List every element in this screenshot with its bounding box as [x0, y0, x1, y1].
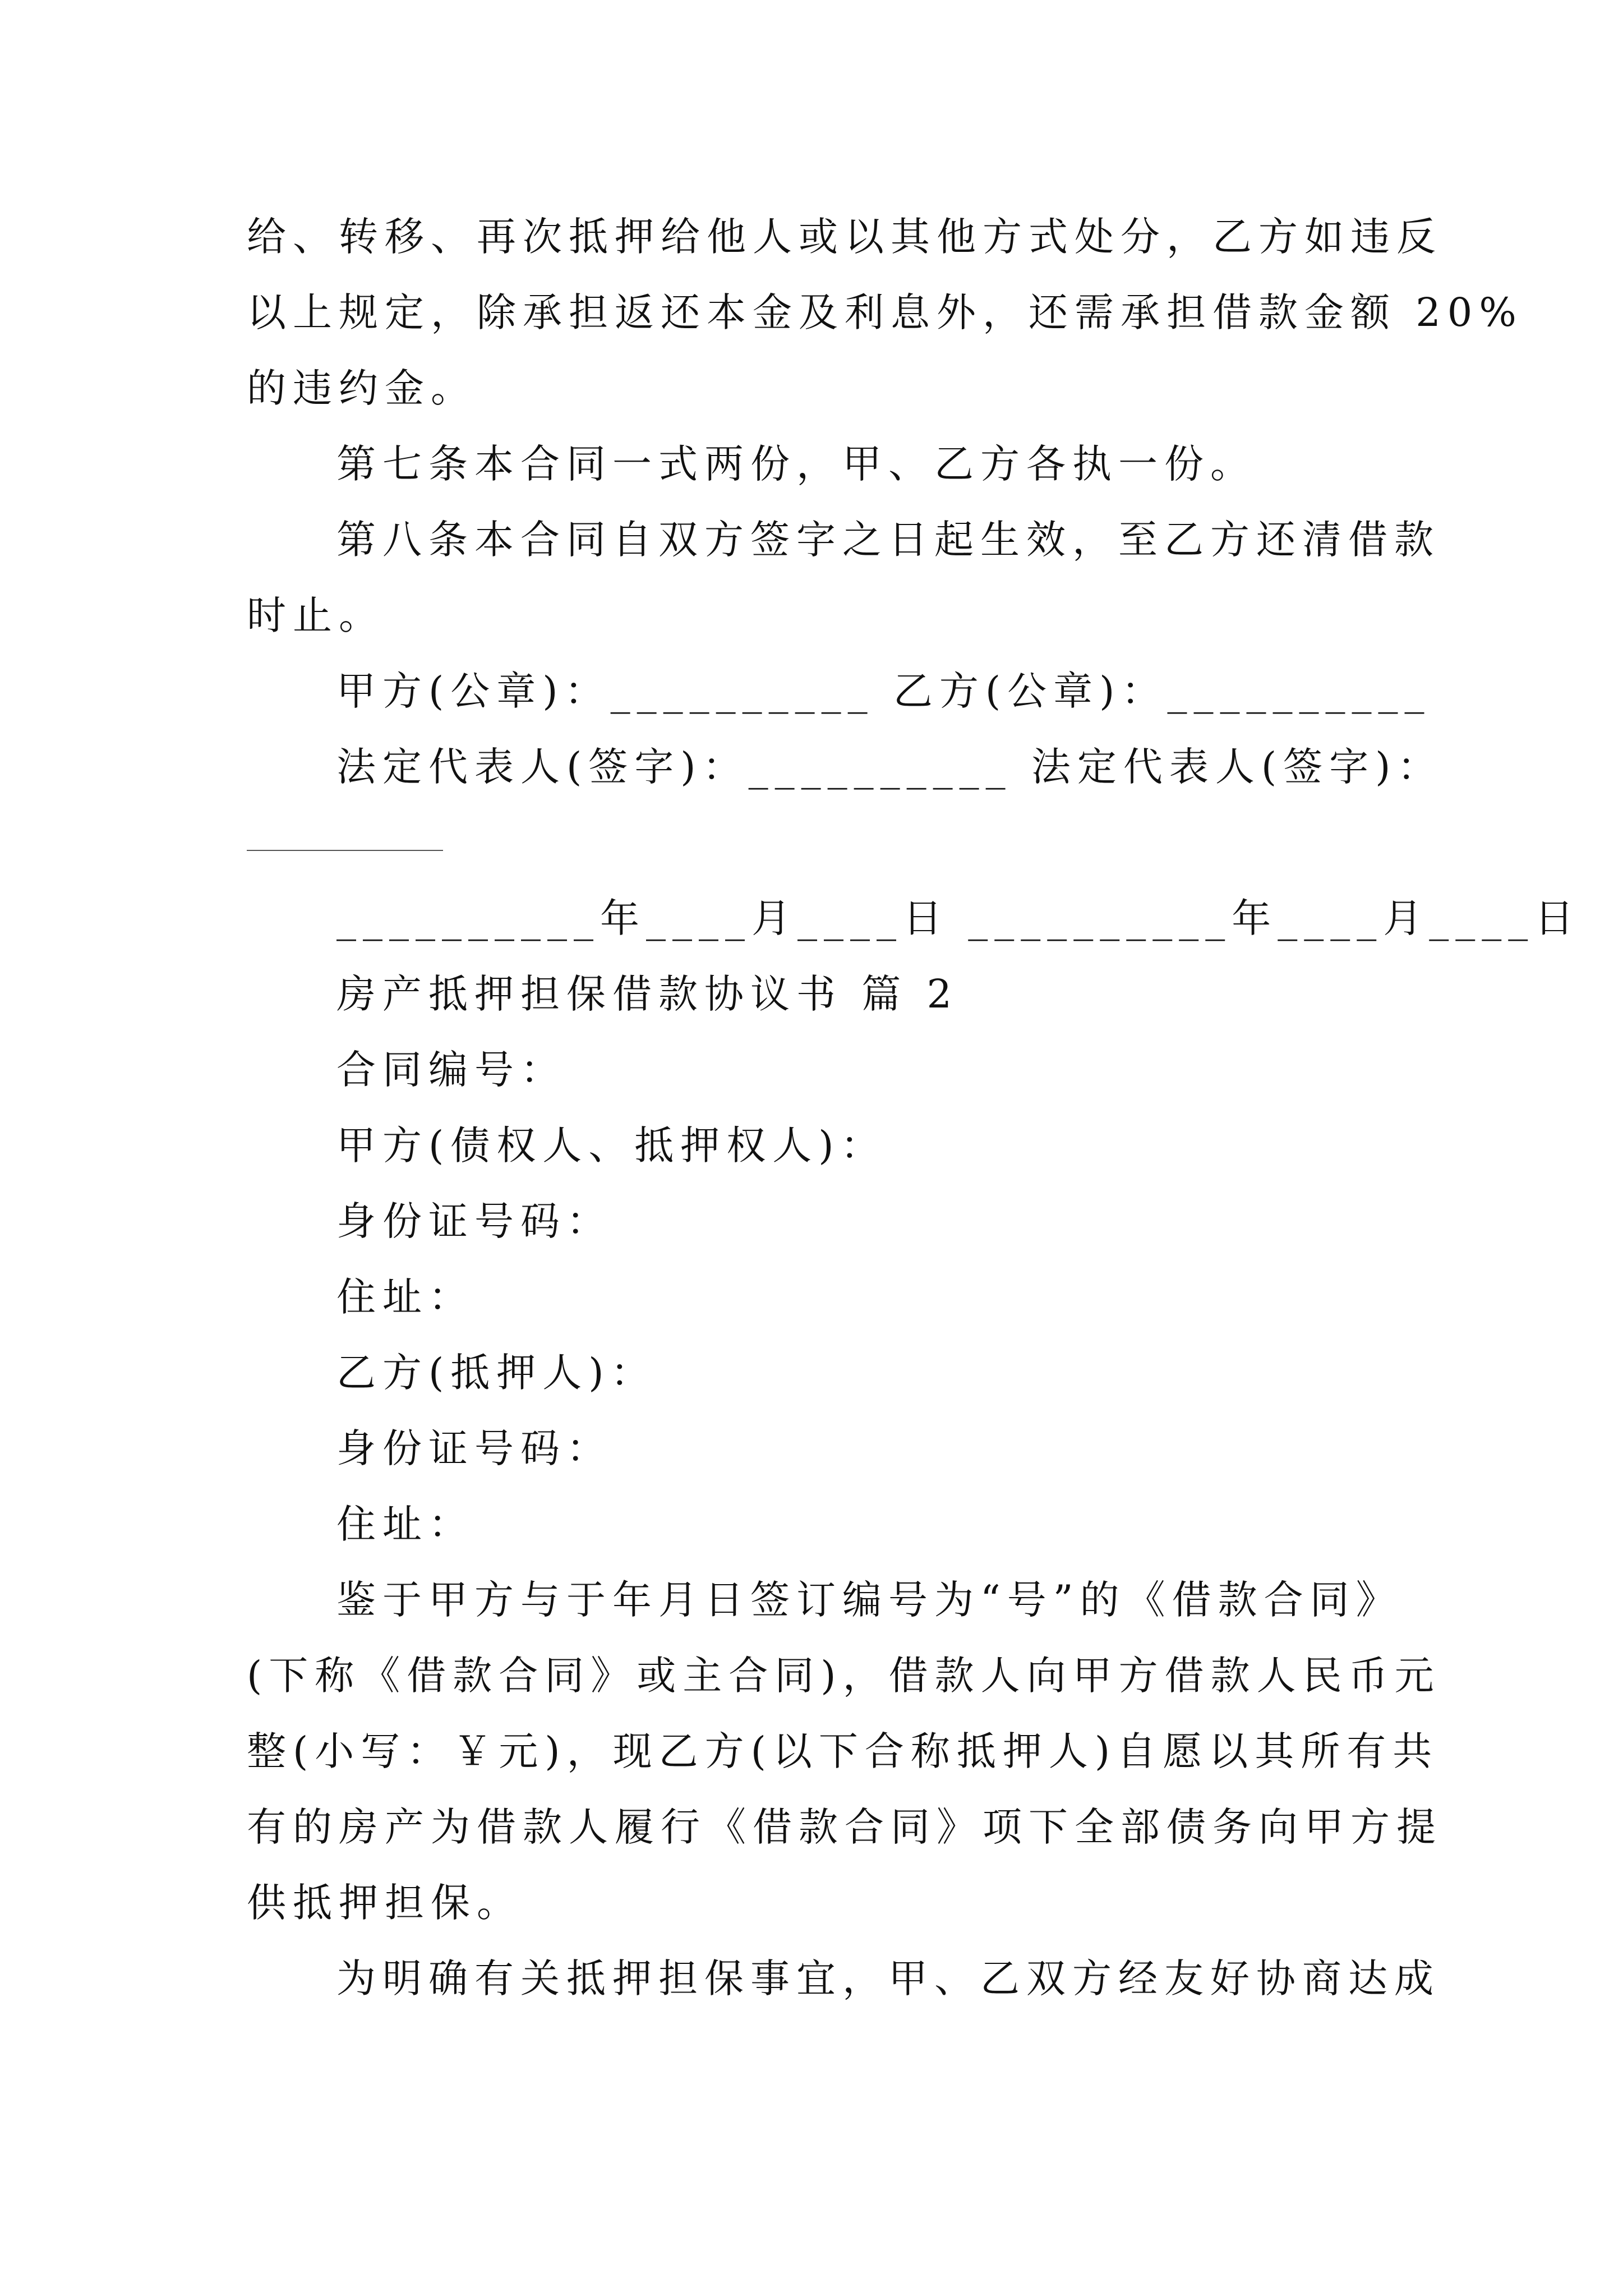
text-line: 房产抵押担保借款协议书 篇 2: [336, 971, 959, 1017]
text-line: __________年____月____日 __________年____月____日: [336, 895, 1581, 941]
text-line: 以上规定，除承担返还本金及利息外，还需承担借款金额 20%: [247, 289, 1523, 335]
underline-rule: [247, 850, 443, 851]
closing-paragraph: [247, 1941, 1440, 2017]
party-b-address-field: [247, 1487, 1391, 1562]
party-a-address-field: [247, 1259, 1391, 1335]
text-line: 时止。: [247, 592, 385, 638]
text-line: 的违约金。: [247, 365, 477, 411]
text-line: 给、转移、再次抵押给他人或以其他方式处分，乙方如违反: [247, 214, 1442, 260]
clause-continuation: [247, 199, 1523, 426]
recital-paragraph: [247, 1562, 1442, 1941]
text-line: 甲方(公章)：__________ 乙方(公章)：__________: [336, 668, 1431, 714]
party-b-id-field: [247, 1411, 1391, 1487]
text-line: 供抵押担保。: [247, 1880, 523, 1926]
text-line: 住址：: [336, 1501, 474, 1547]
party-a-field: [247, 1108, 1391, 1184]
party-a-id-field: [247, 1184, 1391, 1259]
text-line: 身份证号码：: [336, 1425, 612, 1471]
article-eight: [247, 502, 1440, 654]
seal-signature-line: [247, 654, 1431, 729]
text-line: 有的房产为借款人履行《借款合同》项下全部债务向甲方提: [247, 1804, 1442, 1850]
text-line: 甲方(债权人、抵押权人)：: [336, 1122, 887, 1168]
text-line: 为明确有关抵押担保事宜，甲、乙双方经友好协商达成: [336, 1955, 1440, 2001]
text-line: 第七条本合同一式两份，甲、乙方各执一份。: [336, 441, 1256, 487]
article-seven: [247, 426, 1391, 502]
text-line: (下称《借款合同》或主合同)，借款人向甲方借款人民币元: [247, 1653, 1441, 1699]
representative-signature-line: [247, 729, 1444, 805]
text-line: 身份证号码：: [336, 1198, 612, 1244]
party-b-field: [247, 1335, 1391, 1411]
text-line: 鉴于甲方与于年月日签订编号为“号”的《借款合同》: [336, 1577, 1402, 1623]
text-line: 第八条本合同自双方签字之日起生效，至乙方还清借款: [336, 517, 1440, 563]
signature-blank: [247, 805, 1391, 881]
section-title: [247, 956, 1391, 1032]
contract-number-field: [247, 1032, 1391, 1108]
text-line: 合同编号：: [336, 1047, 566, 1093]
document-body: [247, 199, 1581, 2017]
text-line: 整(小写：￥元)，现乙方(以下合称抵押人)自愿以其所有共: [247, 1728, 1439, 1774]
text-line: 法定代表人(签字)：__________ 法定代表人(签字)：: [336, 744, 1444, 790]
date-line: [247, 881, 1581, 956]
text-line: 乙方(抵押人)：: [336, 1350, 657, 1396]
text-line: 住址：: [336, 1274, 474, 1320]
